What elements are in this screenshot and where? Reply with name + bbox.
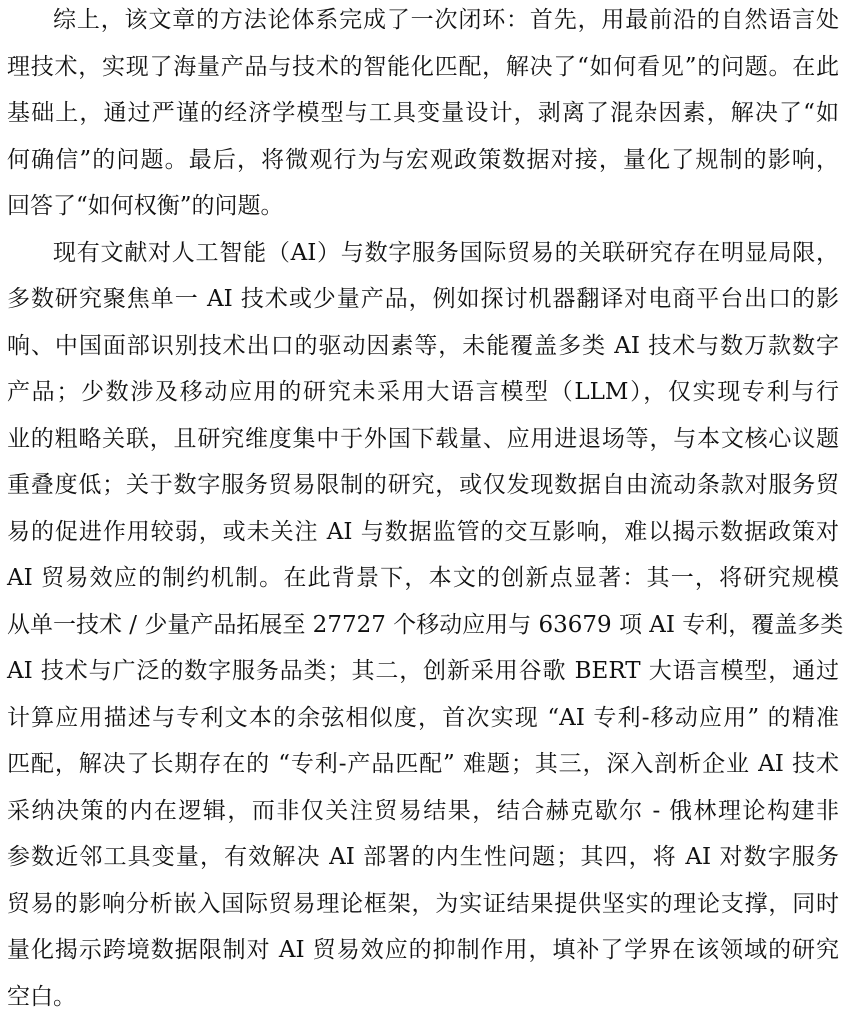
text-line: 现有文献对人工智能（AI）与数字服务国际贸易的关联研究存在明显局限，	[7, 230, 839, 277]
text-line: 回答了“如何权衡”的问题。	[7, 183, 839, 230]
text-line: 何确信”的问题。最后，将微观行为与宏观政策数据对接，量化了规制的影响，	[7, 137, 839, 184]
text-line: 匹配，解决了长期存在的 “专利-产品匹配” 难题；其三，深入剖析企业 AI 技术	[7, 741, 839, 788]
text-line: 响、中国面部识别技术出口的驱动因素等，未能覆盖多类 AI 技术与数万款数字	[7, 323, 839, 370]
paragraph-literature-and-innovation	[7, 230, 839, 1020]
document-page	[7, 0, 839, 1020]
text-line: 易的促进作用较弱，或未关注 AI 与数据监管的交互影响，难以揭示数据政策对	[7, 509, 839, 556]
text-line: AI 技术与广泛的数字服务品类；其二，创新采用谷歌 BERT 大语言模型，通过	[7, 648, 839, 695]
text-line: 产品；少数涉及移动应用的研究未采用大语言模型（LLM），仅实现专利与行	[7, 369, 839, 416]
text-line: 理技术，实现了海量产品与技术的智能化匹配，解决了“如何看见”的问题。在此	[7, 44, 839, 91]
text-line: 空白。	[7, 974, 839, 1020]
text-line: 计算应用描述与专利文本的余弦相似度，首次实现 “AI 专利-移动应用” 的精准	[7, 695, 839, 742]
text-line: AI 贸易效应的制约机制。在此背景下，本文的创新点显著：其一，将研究规模	[7, 555, 839, 602]
text-line: 量化揭示跨境数据限制对 AI 贸易效应的抑制作用，填补了学界在该领域的研究	[7, 927, 839, 974]
text-line: 基础上，通过严谨的经济学模型与工具变量设计，剥离了混杂因素，解决了“如	[7, 90, 839, 137]
text-line: 综上，该文章的方法论体系完成了一次闭环：首先，用最前沿的自然语言处	[7, 0, 839, 44]
text-line: 采纳决策的内在逻辑，而非仅关注贸易结果，结合赫克歇尔 - 俄林理论构建非	[7, 788, 839, 835]
text-line: 从单一技术 / 少量产品拓展至 27727 个移动应用与 63679 项 AI 专利，覆盖多类	[7, 602, 839, 649]
text-line: 多数研究聚焦单一 AI 技术或少量产品，例如探讨机器翻译对电商平台出口的影	[7, 276, 839, 323]
text-line: 参数近邻工具变量，有效解决 AI 部署的内生性问题；其四，将 AI 对数字服务	[7, 834, 839, 881]
text-line: 贸易的影响分析嵌入国际贸易理论框架，为实证结果提供坚实的理论支撑，同时	[7, 881, 839, 928]
text-line: 重叠度低；关于数字服务贸易限制的研究，或仅发现数据自由流动条款对服务贸	[7, 462, 839, 509]
paragraph-methodology-summary	[7, 0, 839, 230]
text-line: 业的粗略关联，且研究维度集中于外国下载量、应用进退场等，与本文核心议题	[7, 416, 839, 463]
